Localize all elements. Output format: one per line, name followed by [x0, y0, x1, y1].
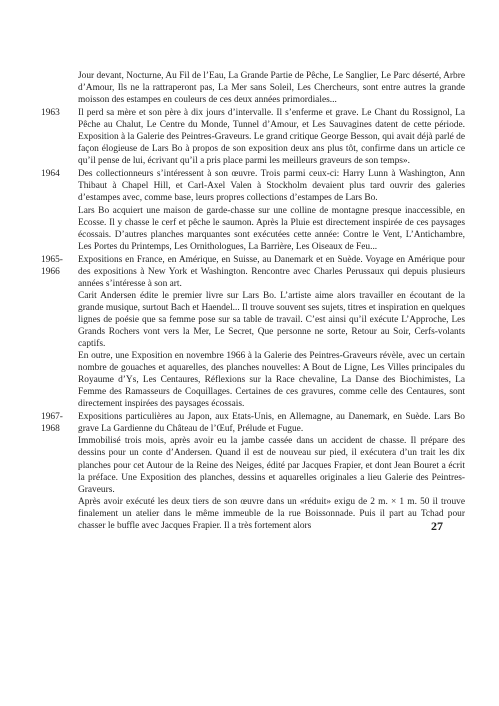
paragraph: Des collectionneurs s’intéressent à son œuvre. Trois parmi ceux-ci: Harry Lunn à Washington, Ann Thibaut à Chapel Hill, et Carl-Axel Valen à Stockholm devaient plus tard ouvrir des galeries d’estampes avec, comme base, leurs propres collections d’estampes de Lars Bo.	[78, 169, 465, 204]
page-number: 27	[431, 519, 443, 533]
paragraph: Expositions particulières au Japon, aux Etats-Unis, en Allemagne, au Danemark, en Suède. Lars Bo grave La Gardienne du Château de l’Œuf, Prélude et Fugue.	[78, 412, 465, 435]
paragraph: Lars Bo acquiert une maison de garde-chasse sur une colline de montagne presque inaccessible, en Ecosse. Il y chasse le cerf et pêche le saumon. Après la Pluie est directement inspirée de ces paysages écossais. D’autres planches marquantes sont exécutées cette année: Contre le Vent, L’Antichambre, Les Portes du Printemps, Les Ornithologues, La Barrière, Les Oiseaux de Feu...	[78, 205, 465, 252]
chronology-entry	[41, 411, 465, 531]
entry-body	[78, 70, 465, 106]
paragraph: Il perd sa mère et son père à dix jours d’intervalle. Il s’enferme et grave. Le Chant du Rossignol, La Pêche au Chalut, Le Centre du Monde, Tunnel d’Amour, et Les Sauvagines datent de cette période. Exposition à la Galerie des Peintres-Graveurs. Le grand critique George Besson, qui avait déjà parlé de façon élogieuse de Lars Bo à propos de son exposition deux ans plus tôt, confirme dans un article ce qu’il pense de lui, écrivant qu’il a pris place parmi les meilleurs graveurs de son temps».	[78, 108, 465, 167]
entry-body	[78, 254, 465, 411]
entry-body	[78, 411, 465, 531]
paragraph: Expositions en France, en Amérique, en Suisse, au Danemark et en Suède. Voyage en Amérique pour des expositions à New York et Washington. Rencontre avec Charles Perussaux qui depuis plusieurs années s’intéresse à son art.	[78, 254, 465, 289]
paragraph: En outre, une Exposition en novembre 1966 à la Galerie des Peintres-Graveurs révèle, avec un certain nombre de gouaches et aquarelles, des planches nouvelles: A Bout de Ligne, Les Villes principales du Royaume d’Ys, Les Centaures, Réflexions sur la Race chevaline, La Danse des Biochimistes, La Femme des Ramasseurs de Coquillages. Certaines de ces gravures, comme celle des Centaures, sont directement inspirées des paysages écossais.	[78, 351, 465, 410]
entry-year: 1963	[41, 108, 60, 119]
entry-body	[78, 107, 465, 167]
entry-body	[78, 168, 465, 252]
entry-year: 1965- 1966	[41, 254, 63, 277]
chronology-entry	[41, 107, 465, 167]
chronology-entry	[41, 254, 465, 411]
paragraph: Jour devant, Nocturne, Au Fil de l’Eau, La Grande Partie de Pêche, Le Sanglier, Le Parc déserté, Arbre d’Amour, Ils ne la rattraperont pas, La Mer sans Soleil, Les Chercheurs, sont entre autres la grande moisson des estampes en couleurs de ces deux années primordiales...	[78, 71, 465, 106]
paragraph: Carit Andersen édite le premier livre sur Lars Bo. L’artiste aime alors travailler en écoutant de la grande musique, surtout Bach et Haendel... Il trouve souvent ses sujets, titres et inspiration en quelques lignes de poésie que sa femme pose sur sa table de travail. C’est ainsi qu’il exécute L’Approche, Les Grands Rochers vont vers la Mer, Le Secret, Que personne ne sorte, Retour au Soir, Cerfs-volants captifs.	[78, 290, 465, 350]
chronology-entry	[41, 168, 465, 252]
paragraph: Immobilisé trois mois, après avoir eu la jambe cassée dans un accident de chasse. Il prépare des dessins pour un conte d’Andersen. Quand il est de nouveau sur pied, il exécutera d’un trait les dix planches pour cet Autour de la Reine des Neiges, édité par Jacques Frapier, et dont Jean Bouret a écrit la préface. Une Exposition des planches, dessins et aquarelles originales a lieu Galerie des Peintres-Graveurs.	[78, 436, 465, 495]
entry-year: 1964	[41, 169, 60, 180]
chronology-text	[41, 70, 465, 532]
paragraph: Après avoir exécuté les deux tiers de son œuvre dans un «réduit» exigu de 2 m. × 1 m. 50 il trouve finalement un atelier dans le même immeuble de la rue Boissonnade. Puis il part au Tchad pour chasser le buffle avec Jacques Frapier. Il a très fortement alors	[78, 496, 465, 531]
chronology-entry	[41, 70, 465, 106]
entry-year: 1967- 1968	[41, 412, 63, 435]
